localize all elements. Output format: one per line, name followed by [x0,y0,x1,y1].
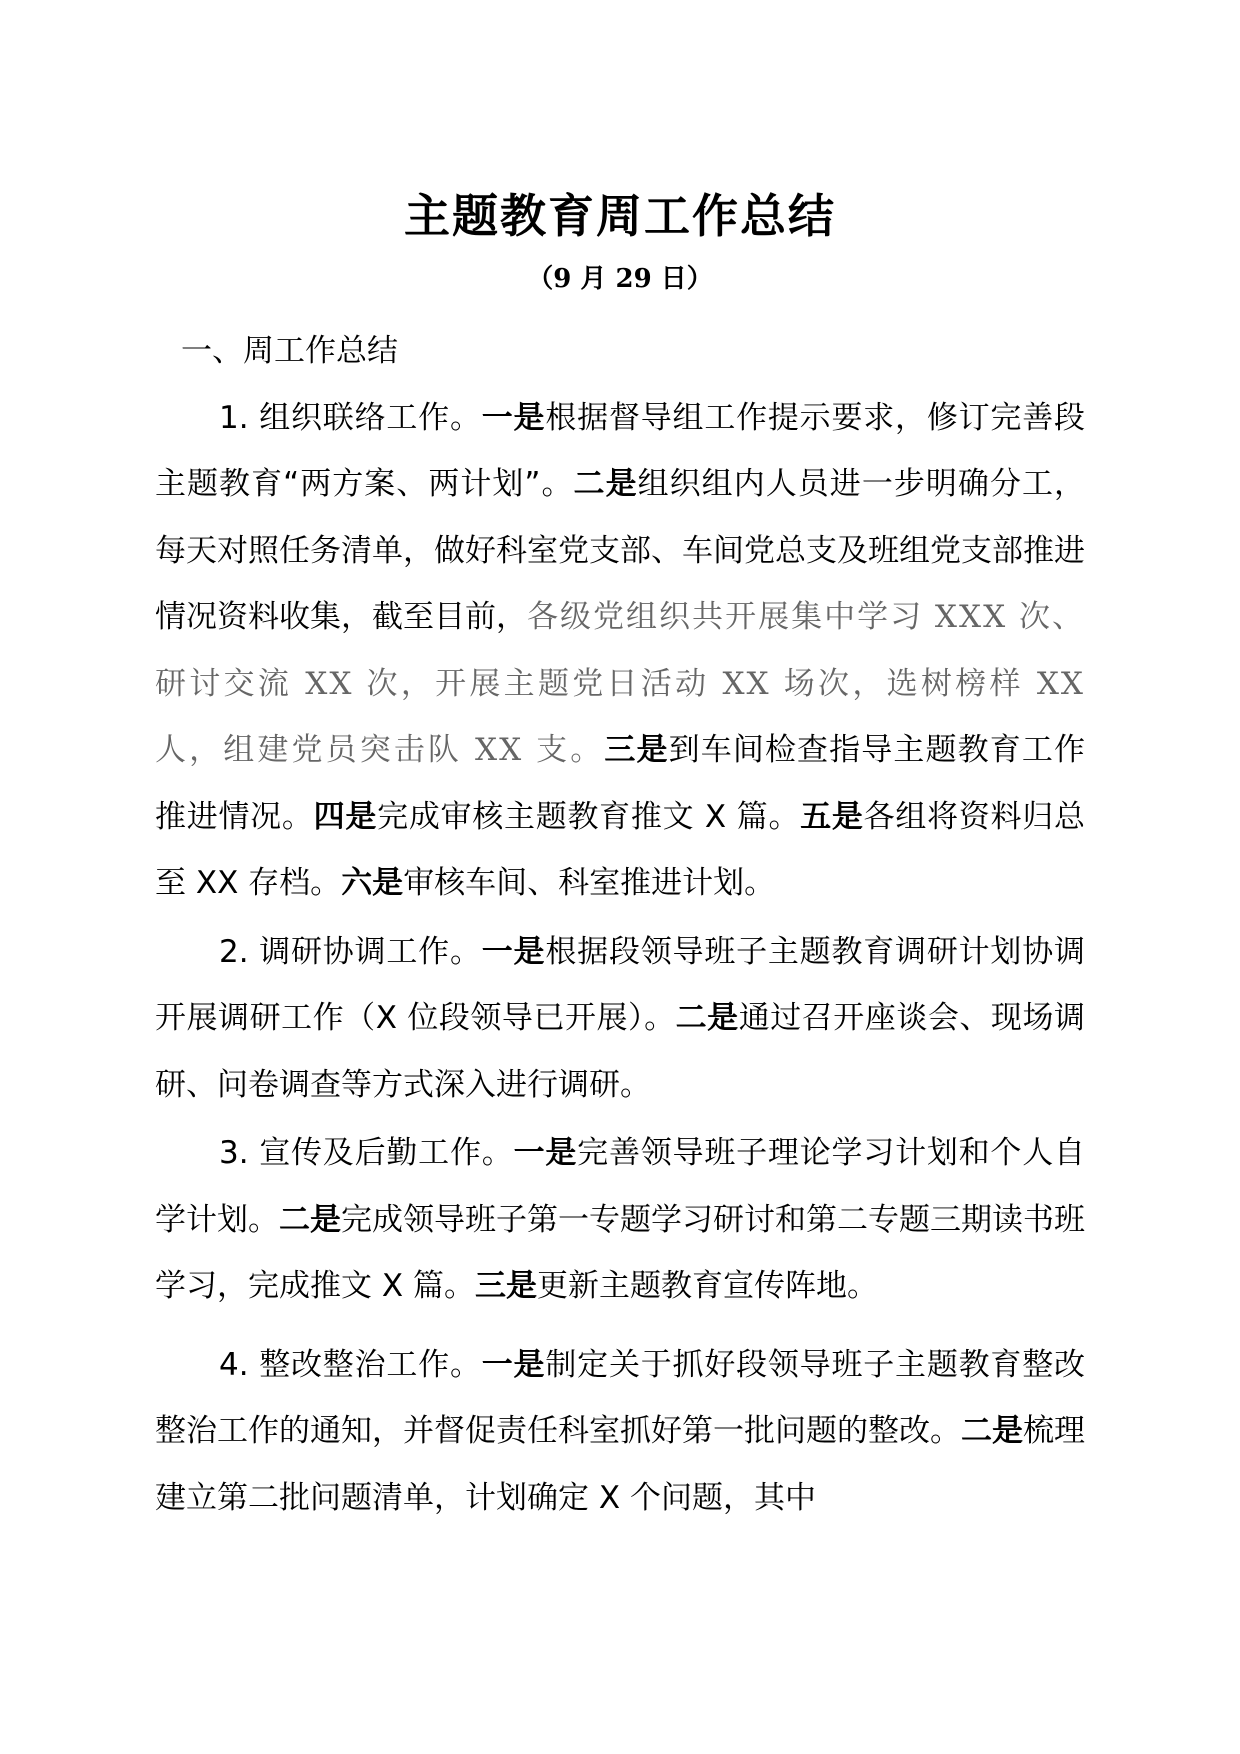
bold-marker: 二是 [279,1201,341,1238]
statistics-text: 各级党组织共开展集中学习 XXX 次、研讨交流 XX 次，开展主题党日活动 XX 场次，选树榜样 XX 人，组建党员突击队 XX 支。 [155,599,1086,768]
paragraph-text: 各组将资料归总至 XX 存档。 [155,798,1086,901]
paragraph-text: 更新主题教育宣传阵地。 [536,1268,878,1304]
document-date: （9 月 29 日） [527,264,713,294]
paragraph-text: 根据段领导班子主题教育调研计划协调开展调研工作（X 位段领导已开展）。 [155,933,1086,1036]
document-title: 主题教育周工作总结 [404,189,836,243]
paragraph-rectification [155,1332,1085,1532]
paragraph-lead: 2. 调研协调工作。 [219,933,482,970]
bold-marker: 一是 [481,1346,546,1383]
paragraph-gap [155,1320,1085,1332]
paragraph-research-coordination [155,919,1085,1119]
bold-marker: 三是 [474,1268,537,1304]
paragraph-text: 完成领导班子第一专题学习研讨和第二专题三期读书班学习，完成推文 X 篇。 [155,1201,1085,1304]
paragraph-text: 根据督导组工作提示要求，修订完善段主题教育“两方案、两计划”。 [155,399,1086,502]
paragraph-text: 到车间检查指导主题教育工作推进情况。 [155,732,1085,835]
bold-marker: 三是 [604,732,669,768]
paragraph-lead: 3. 宣传及后勤工作。 [219,1135,514,1171]
paragraph-text: 完善领导班子理论学习计划和个人自学计划。 [155,1135,1086,1238]
paragraph-text: 梳理建立第二批问题清单，计划确定 X 个问题，其中 [155,1413,1085,1516]
paragraph-text: 完成审核主题教育推文 X 篇。 [377,798,801,835]
bold-marker: 四是 [313,798,378,835]
paragraph-publicity-logistics [155,1120,1085,1320]
bold-marker: 六是 [341,865,404,901]
bold-marker: 二是 [675,1000,739,1036]
paragraph-text: 审核车间、科室推进计划。 [403,865,776,901]
bold-marker: 五是 [800,798,864,835]
bold-marker: 二是 [573,466,638,502]
document-body [155,318,1085,1531]
bold-marker: 二是 [961,1413,1023,1449]
bold-marker: 一是 [513,1135,578,1171]
paragraph-text: 制定关于抓好段领导班子主题教育整改整治工作的通知，并督促责任科室抓好第一批问题的整改。 [155,1346,1086,1449]
section-heading: 一、周工作总结 [181,333,398,369]
bold-marker: 一是 [481,933,546,970]
paragraph-text: 组织组内人员进一步明确分工，每天对照任务清单，做好科室党支部、车间党总支及班组党支部推进情况资料收集，截至目前， [155,466,1086,635]
bold-marker: 一是 [481,399,546,436]
paragraph-organization-liaison [155,385,1085,917]
paragraph-lead: 4. 整改整治工作。 [219,1346,482,1383]
paragraph-lead: 1. 组织联络工作。 [219,399,482,436]
paragraph-text: 通过召开座谈会、现场调研、问卷调查等方式深入进行调研。 [155,1000,1085,1103]
